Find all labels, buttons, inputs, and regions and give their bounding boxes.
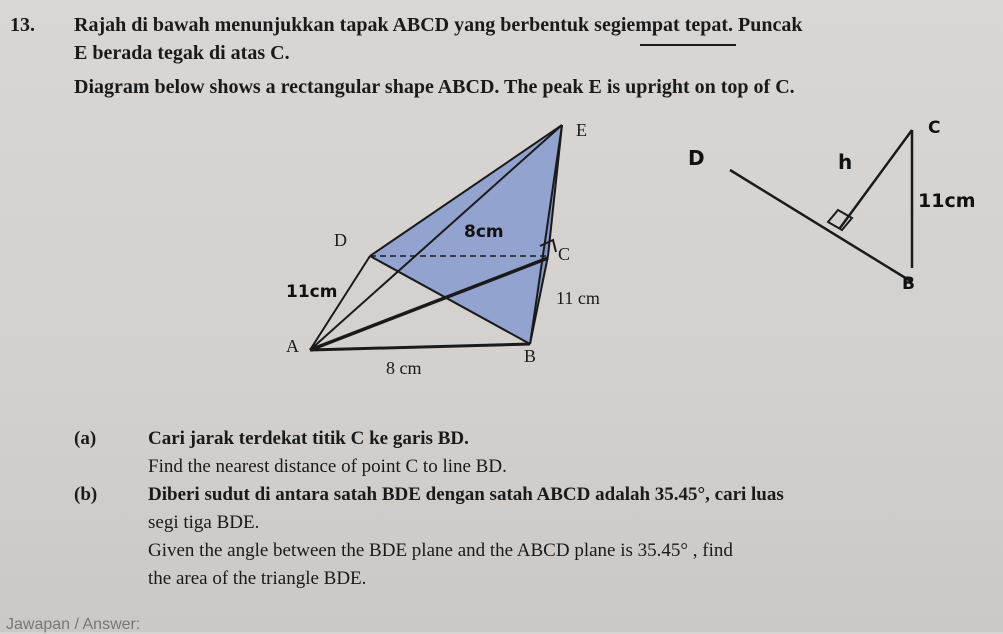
- part-b-malay-line2: segi tiga BDE.: [148, 512, 260, 533]
- part-b-malay-line1: Diberi sudut di antara satah BDE dengan satah ABCD adalah 35.45°, cari luas: [148, 484, 784, 505]
- part-b-english-line1: Given the angle between the BDE plane and the ABCD plane is 35.45° , find: [148, 540, 733, 561]
- handwritten-ad-length: 11cm: [286, 282, 338, 302]
- sketch-label-cb-length: 11cm: [918, 190, 976, 212]
- label-ab-length: 8 cm: [386, 358, 422, 378]
- question-malay-line1: Rajah di bawah menunjukkan tapak ABCD yang berbentuk segiempat tepat. Puncak: [74, 14, 803, 36]
- sketch-label-d: D: [688, 146, 705, 170]
- label-ce-length: 11 cm: [556, 288, 600, 308]
- handwritten-dc-length: 8cm: [464, 222, 504, 242]
- label-e: E: [576, 120, 587, 140]
- label-b: B: [524, 346, 537, 366]
- sketch-label-c: C: [928, 118, 941, 138]
- part-a-english: Find the nearest distance of point C to line BD.: [148, 456, 507, 477]
- answer-footer: Jawapan / Answer:: [6, 616, 141, 633]
- label-a: A: [286, 336, 299, 356]
- question-malay-line2: E berada tegak di atas C.: [74, 42, 290, 64]
- edge-ad: [310, 256, 370, 350]
- sketch-label-h: h: [838, 150, 853, 174]
- sketch-line-dc: [730, 170, 912, 282]
- question-number: 13.: [10, 14, 35, 36]
- sketch-label-b: B: [902, 274, 915, 294]
- edge-ab: [310, 344, 530, 350]
- part-a-label: (a): [74, 428, 97, 449]
- sketch-line-h: [840, 130, 912, 228]
- question-english-line: Diagram below shows a rectangular shape ABCD. The peak E is upright on top of C.: [74, 76, 795, 98]
- part-b-label: (b): [74, 484, 98, 505]
- label-c: C: [558, 244, 571, 264]
- part-b-english-line2: the area of the triangle BDE.: [148, 568, 367, 589]
- part-a-malay: Cari jarak terdekat titik C ke garis BD.: [148, 428, 469, 449]
- label-d: D: [334, 230, 347, 250]
